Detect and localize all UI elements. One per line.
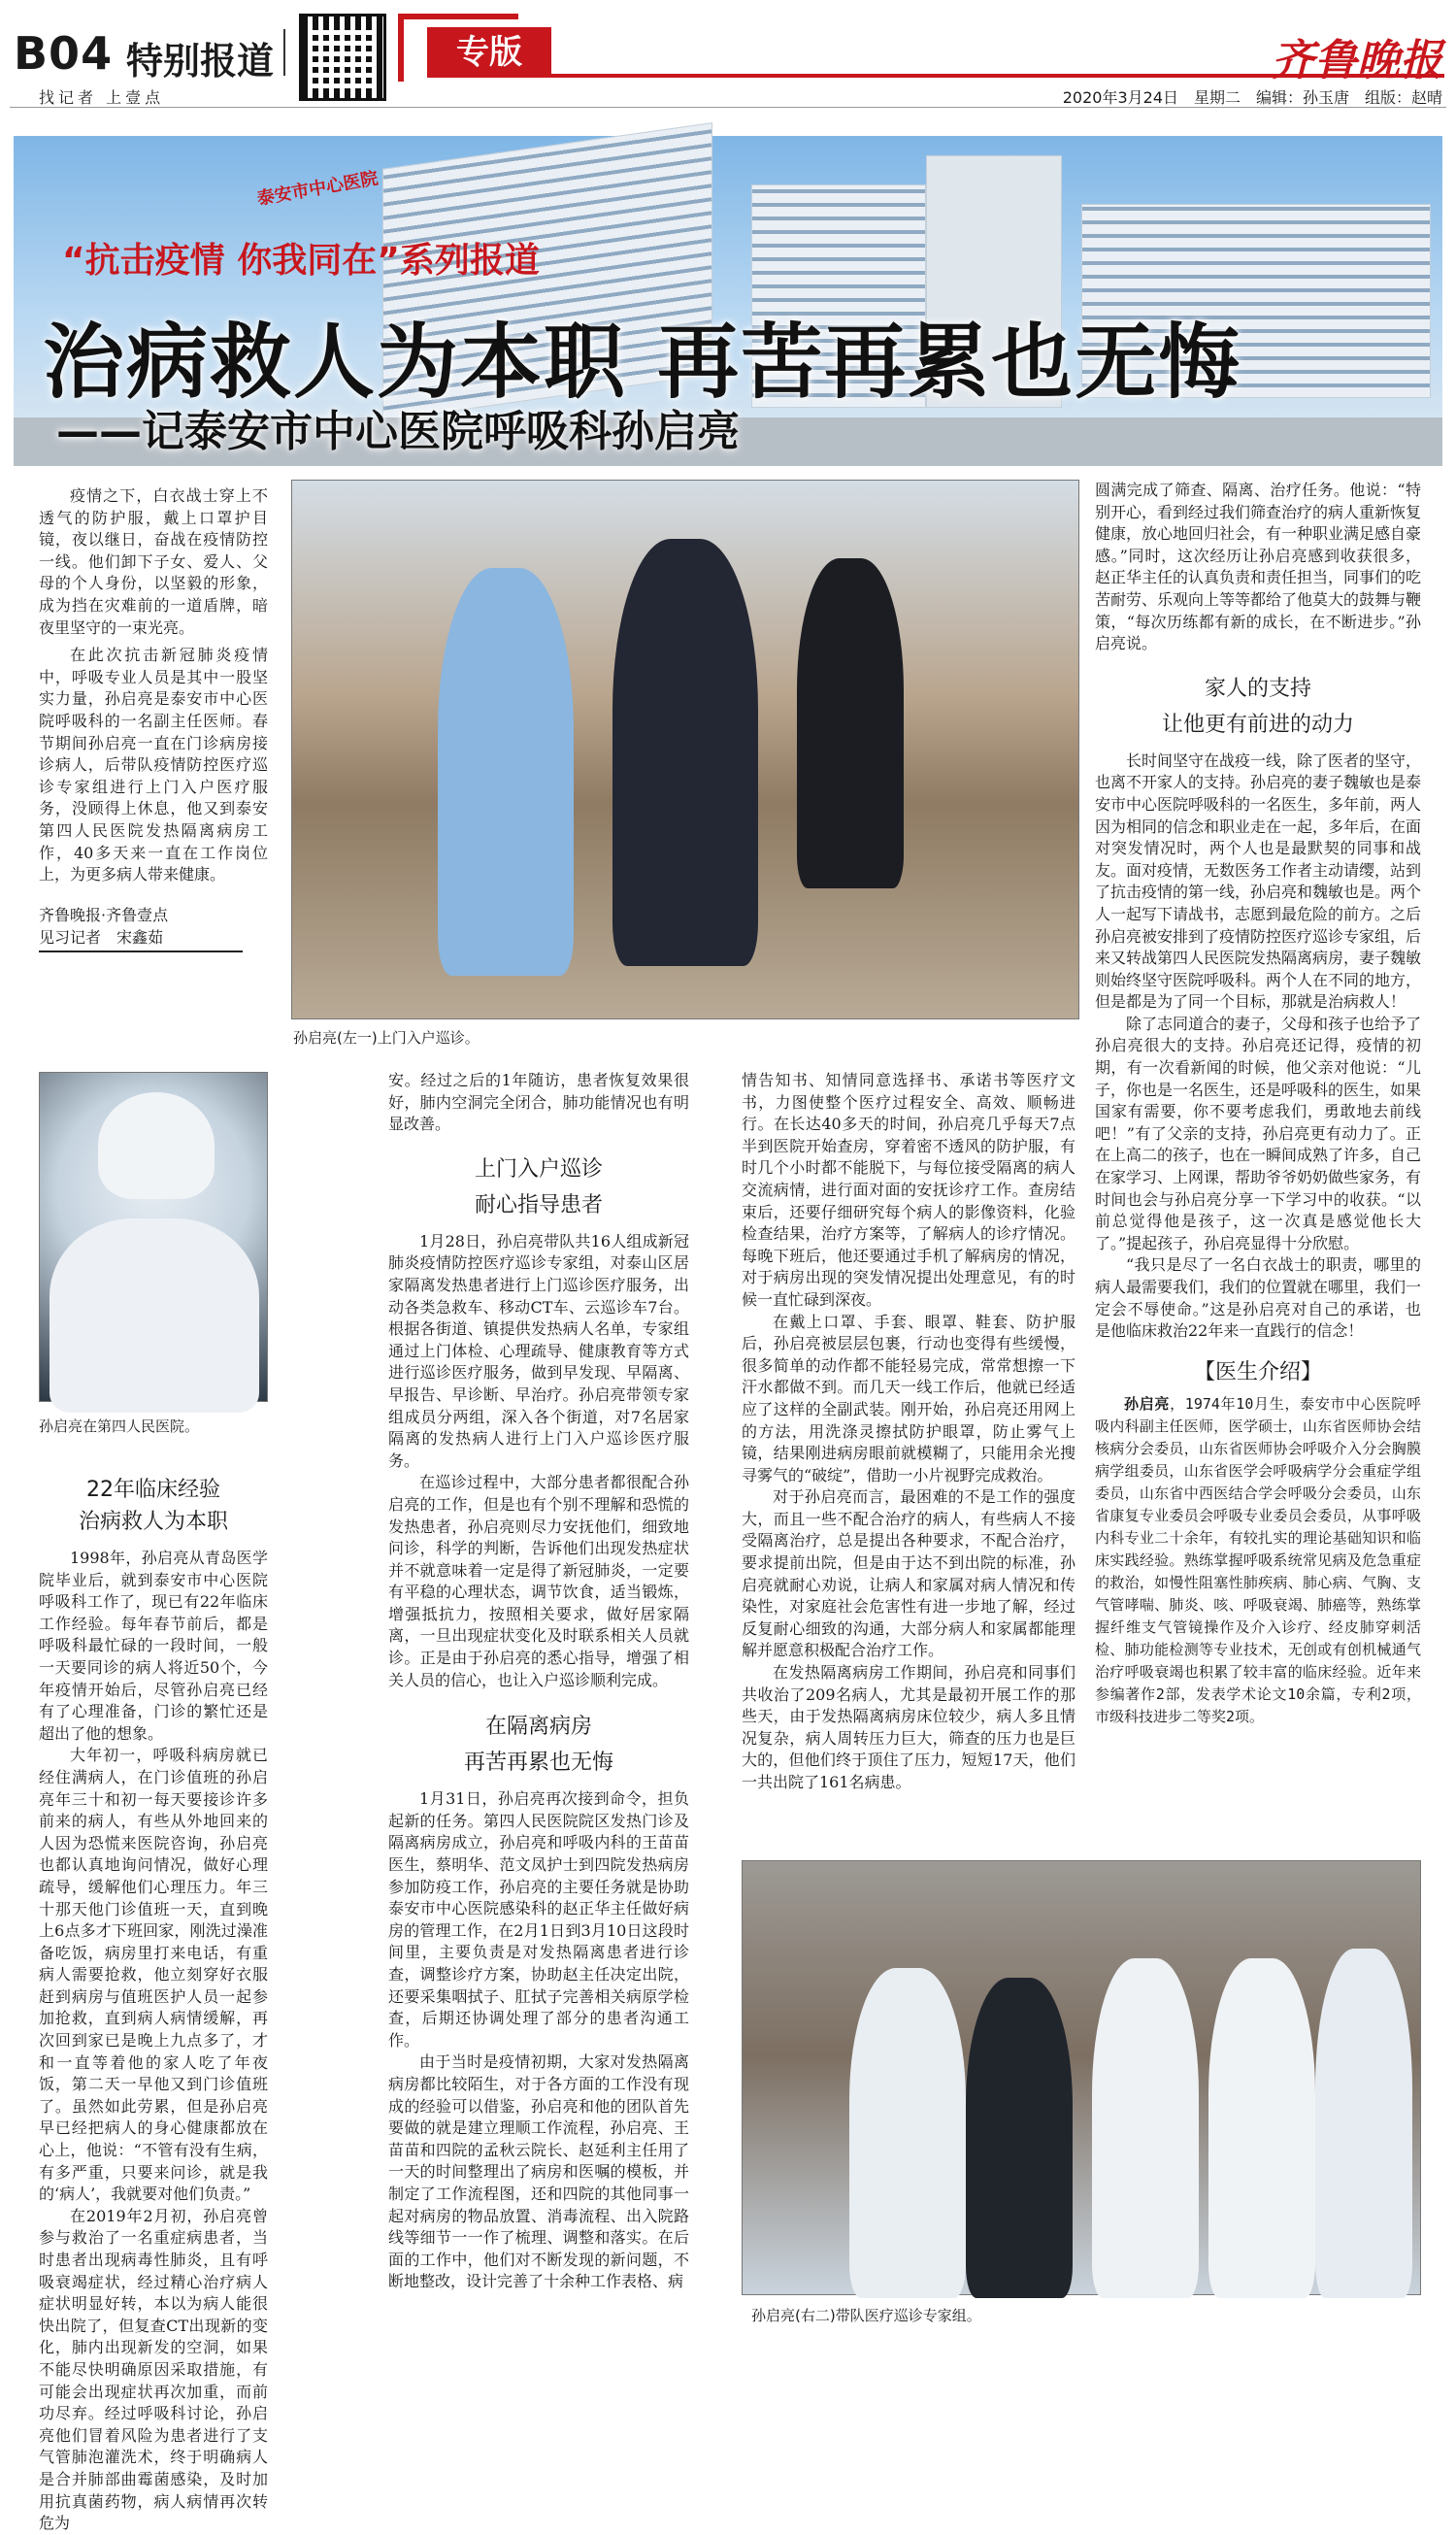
section-b-title-1: 上门入户巡诊 [474, 1156, 603, 1182]
bio-title: 【医生介绍】 [1193, 1359, 1322, 1384]
section-d-para: 除了志同道合的妻子，父母和孩子也给予了孙启亮很大的支持。孙启亮还记得，疫情的初期，有一次看新闻的时候，他父亲对他说：“儿子，你也是一名医生，还是呼吸科的医生，如果国家有需要，你不要考虑我们，勇敢地去前线吧！”有了父亲的支持，孙启亮更有动力了。正在上高二的孩子，也在一瞬间成熟了许多，自己在家学习、上网课，帮助爷爷奶奶做些家务，有时间也会与孙启亮分享一下学习中的收获。“以前总觉得他是孩子，这一次真是感觉他长大了。”提起孩子，孙启亮显得十分欣慰。 [1095, 1014, 1422, 1252]
section-c-para: 由于当时是疫情初期，大家对发热隔离病房都比较陌生，对于各方面的工作没有现成的经验可以借鉴，孙启亮和他的团队首先要做的就是建立理顺工作流程，孙启亮、王苗苗和四院的孟秋云院长、赵延利主任用了一天的时间整理出了病房和医嘱的模板，并制定了工作流程图，还和四院的其他同事一起对病房的物品放置、消毒流程、出入院路线等细节一一作了梳理、调整和落实。在后面的工作中，他们对不断发现的新问题，不断地整改，设计完善了十余种工作表格、病 [388, 2052, 689, 2291]
section-a-para: 在2019年2月初，孙启亮曾参与救治了一名重症病患者，当时患者出现病毒性肺炎，且有呼吸衰竭症状，经过精心治疗病人症状明显好转，本以为病人能很快出院了，但复查CT出现新的变化，肺内出现新发的空洞，如果不能尽快明确原因采取措施，有可能会出现症状再次加重，而前功尽弃。经过呼吸科讨论，孙启亮他们冒着风险为患者进行了支气管肺泡灌洗术，终于明确病人是合并肺部曲霉菌感染，及时加用抗真菌药物，病人病情再次转危为 [39, 2206, 268, 2533]
byline-source: 齐鲁晚报·齐鲁壹点 [39, 905, 169, 924]
banner-photo [14, 136, 1442, 462]
page-number: B04 [14, 27, 114, 80]
series-kicker: “抗击疫情 你我同在”系列报道 [62, 241, 540, 281]
col4-para: 对于孙启亮而言，最困难的不是工作的强度大，而且一些不配合治疗的病人，有些病人不接受隔离治疗，总是提出各种要求，不配合治疗，要求提前出院，但是由于达不到出院的标准，孙启亮就耐心劝说，让病人和家属对病人情况和传染性，对家庭社会危害性有进一步地了解，经过反复耐心细致的沟通，大部分病人和家属都能理解并愿意积极配合治疗工作。 [742, 1487, 1075, 1660]
doctor-figure [1092, 1958, 1199, 2298]
official-figure [966, 1978, 1073, 2298]
photo2-caption: 孙启亮在第四人民医院。 [39, 1418, 200, 1435]
slogan: 找记者 上壹点 [39, 88, 165, 107]
section-c-para: 1月31日，孙启亮再次接到命令，担负起新的任务。第四人民医院院区发热门诊及隔离病房成立，孙启亮和呼吸内科的王苗苗医生，蔡明华、范文凤护士到四院发热病房参加防疫工作，孙启亮的主要任务就是协助泰安市中心医院感染科的赵正华主任做好病房的管理工作，在2月1日到3月10日这段时间里，主要负责是对发热隔离患者进行诊查，调整诊疗方案，协助赵主任决定出院，还要采集咽拭子、肛拭子完善相关病原学检查，后期还协调处理了部分的患者沟通工作。 [388, 1789, 689, 2050]
photo-portrait [39, 1072, 268, 1402]
photo-expert-team [742, 1860, 1421, 2295]
person-dark-jacket [612, 539, 758, 966]
person-protective-suit [438, 568, 574, 976]
doctor-bio [1095, 1393, 1421, 1728]
col5-para: 圆满完成了筛查、隔离、治疗任务。他说：“特别开心，看到经过我们筛查治疗的病人重新恢复健康，放心地回归社会，有一种职业满足感自豪感。”同时，这次经历让孙启亮感到收获很多，赵正华主任的认真负责和责任担当，同事们的吃苦耐劳、乐观向上等等都给了他莫大的鼓舞与鞭策，“每次历练都有新的成长，在不断进步。”孙启亮说。 [1095, 481, 1422, 653]
subheadline: ——记泰安市中心医院呼吸科孙启亮 [56, 407, 740, 456]
intro-column [39, 485, 268, 952]
doctor-figure [1315, 1949, 1412, 2298]
bio-name: 孙启亮 [1124, 1395, 1171, 1414]
section-tag: 专版 [427, 27, 551, 78]
person-black-coat [797, 558, 904, 888]
headline: 治病救人为本职 再苦再累也无悔 [43, 315, 1242, 410]
page-header [0, 0, 1456, 107]
section-b-para: 1月28日，孙启亮带队共16人组成新冠肺炎疫情防控医疗巡诊专家组，对泰山区居家隔离发热患者进行上门巡诊医疗服务，出动各类急救车、移动CT车、云巡诊车7台。根据各街道、镇提供发热病人名单，专家组通过上门体检、心理疏导、健康教育等方式进行巡诊医疗服务，做到早发现、早隔离、早报告、早诊断、早治疗。孙启亮带领专家组成员分两组，深入各个街道，对7名居家隔离的发热病人进行上门入户巡诊医疗服务。 [388, 1231, 689, 1470]
qr-code-icon [299, 14, 386, 101]
section-d-title-1: 家人的支持 [1204, 676, 1311, 701]
section-d-para: 长时间坚守在战疫一线，除了医者的坚守，也离不开家人的支持。孙启亮的妻子魏敏也是泰安市中心医院呼吸科的一名医生，多年前，两人因为相同的信念和职业走在一起，多年后，在面对突发情况时，两个人也是最默契的同事和战友。面对疫情，无数医务工作者主动请缨，站到了抗击疫情的第一线，孙启亮和魏敏也是。两个人一起写下请战书，志愿到最危险的前方。之后孙启亮被安排到了疫情防控医疗巡诊专家组，后来又转战第四人民医院发热隔离病房，妻子魏敏则始终坚守医院呼吸科。两个人在不同的地方，但是都是为了同一个目标，那就是治病救人！ [1095, 750, 1422, 1012]
header-divider-line [10, 107, 1446, 108]
doctor-figure [849, 1968, 966, 2298]
section-a-title-2: 治病救人为本职 [78, 1510, 228, 1534]
intro-para: 在此次抗击新冠肺炎疫情中，呼吸专业人员是其中一股坚实力量，孙启亮是泰安市中心医院呼吸科的一名副主任医师。春节期间孙启亮一直在门诊病房接诊病人，后带队疫情防控医疗巡诊专家组进行上门入户医疗服务，没顾得上休息，他又到泰安第四人民医院发热隔离病房工作，40多天来一直在工作岗位上，为更多病人带来健康。 [39, 646, 268, 884]
header-divider [283, 29, 285, 76]
photo1-caption: 孙启亮(左一)上门入户巡诊。 [293, 1029, 480, 1047]
section-b-title-2: 耐心指导患者 [474, 1192, 603, 1217]
section-b-column [388, 1070, 689, 2293]
bio-text [1095, 1393, 1421, 1728]
photo3-caption: 孙启亮(右二)带队医疗巡诊专家组。 [751, 2307, 981, 2324]
newspaper-logo: 齐鲁晚报 [1272, 36, 1442, 85]
face-shield [98, 1092, 215, 1199]
section-c-title-2: 再苦再累也无悔 [463, 1751, 613, 1776]
col4-para: 在戴上口罩、手套、眼罩、鞋套、防护服后，孙启亮被层层包裹，行动也变得有些缓慢，很多简单的动作都不能轻易完成，常常想擦一下汗水都做不到。而几天一线工作后，他就已经适应了这样的全副武装。刚开始，孙启亮还用网上的方法，用洗涤灵擦拭防护眼罩，防止雾气上镜，结果刚进病房眼前就模糊了，只能用余光搜寻雾气的“破绽”，借助一小片视野完成救治。 [742, 1312, 1075, 1484]
section-d-para: “我只是尽了一名白衣战士的职责，哪里的病人最需要我们，我们的位置就在哪里，我们一定会不辱使命。”这是孙启亮对自己的承诺，也是他临床救治22年来一直践行的信念！ [1095, 1255, 1422, 1341]
section-a-para: 1998年，孙启亮从青岛医学院毕业后，就到泰安市中心医院呼吸科工作了，现已有22年临床工作经验。每年春节前后，都是呼吸科最忙碌的一段时间，一般一天要同诊的病人将近50个，今年疫情开始后，尽管孙启亮已经有了心理准备，门诊的繁忙还是超出了他的想象。 [39, 1549, 268, 1743]
bio-body: ，1974年10月生，泰安市中心医院呼吸内科副主任医师，医学硕士，山东省医师协会结核病分会委员，山东省医师协会呼吸介入分会胸膜病学组委员，山东省医学会呼吸病学分会重症学组委员，山东省中西医结合学会呼吸分会委员，山东省康复专业委员会呼吸专业委员会委员，从事呼吸内科专业二十余年，有较扎实的理论基础知识和临床实践经验。熟练掌握呼吸系统常见病及危急重症的救治，如慢性阻塞性肺疾病、肺心病、气胸、支气管哮喘、肺炎、咳、呼吸衰竭、肺癌等，熟练掌握纤维支气管镜操作及介入诊疗、经皮肺穿刺活检、肺功能检测等专业技术，无创或有创机械通气治疗呼吸衰竭也积累了较丰富的临床经验。近年来参编著作2部，发表学术论文10余篇，专利2项，市级科技进步二等奖2项。 [1095, 1395, 1421, 1726]
section-b-para: 在巡诊过程中，大部分患者都很配合孙启亮的工作，但是也有个别不理解和恐慌的发热患者，孙启亮则尽力安抚他们，细致地问诊，科学的判断，告诉他们出现发热症状并不就意味着一定是得了新冠肺炎，一定要有平稳的心理状态，调节饮食，适当锻炼，增强抵抗力，按照相关要求，做好居家隔离，一旦出现症状变化及时联系相关人员就诊。正是由于孙启亮的悉心指导，增强了相关人员的信心，也让入户巡诊顺利完成。 [388, 1473, 689, 1689]
protective-suit [50, 1218, 259, 1413]
section-c-title-1: 在隔离病房 [484, 1715, 592, 1740]
col3-continued: 安。经过之后的1年随访，患者恢复效果很好，肺内空洞完全闭合，肺功能情况也有明显改善。 [388, 1071, 689, 1134]
section-name: 特别报道 [126, 40, 275, 83]
date-line: 2020年3月24日 星期二 编辑：孙玉唐 组版：赵晴 [1062, 88, 1442, 107]
photo-home-visit [291, 480, 1079, 1019]
building-sign: 泰安市中心医院 [255, 168, 381, 210]
right-column [1095, 480, 1421, 1728]
section-d-title-2: 让他更有前进的动力 [1161, 712, 1354, 737]
byline-rule [39, 951, 243, 952]
col4-para: 在发热隔离病房工作期间，孙启亮和同事们共收治了209名病人，尤其是最初开展工作的那些天，由于发热隔离病房床位较少，病人多且情况复杂，病人周转压力巨大，筛查的压力也是巨大的，但他们终于顶住了压力，短短17天，他们一共出院了161名病患。 [742, 1663, 1075, 1791]
section-a-column [39, 1464, 268, 2535]
section-a-title-1: 22年临床经验 [86, 1478, 220, 1502]
section-a-para: 大年初一，呼吸科病房就已经住满病人，在门诊值班的孙启亮年三十和初一每天要接诊许多前来的病人，有些从外地回来的人因为恐慌来医院咨询，孙启亮也都认真地询问情况，做好心理疏导，缓解他们心理压力。年三十那天他门诊值班一天，直到晚上6点多才下班回家，刚洗过澡准备吃饭，病房里打来电话，有重病人需要抢救，他立刻穿好衣服赶到病房与值班医护人员一起参加抢救，直到病人病情缓解，再次回到家已是晚上九点多了，才和一直等着他的家人吃了年夜饭，第二天一早他又到门诊值班了。虽然如此劳累，但是孙启亮早已经把病人的身心健康都放在心上，他说：“不管有没有生病，有多严重，只要来问诊，就是我的‘病人’，我就要对他们负责。” [39, 1746, 268, 2204]
col4-column [742, 1070, 1075, 1794]
byline-reporter: 见习记者 宋鑫茹 [39, 927, 164, 947]
col4-para: 情告知书、知情同意选择书、承诺书等医疗文书，力图使整个医疗过程安全、高效、顺畅进行。在长达40多天的时间，孙启亮几乎每天7点半到医院开始查房，穿着密不透风的防护服，有时几个小时都不能脱下，与每位接受隔离的病人交流病情，进行面对面的安抚诊疗工作。查房结束后，还要仔细研究每个病人的影像资料，化验检查结果，治疗方案等，了解病人的诊疗情况。每晚下班后，他还要通过手机了解病房的情况，对于病房出现的突发情况提出处理意见，有的时候一直忙碌到深夜。 [742, 1071, 1075, 1309]
doctor-figure [1208, 1958, 1315, 2298]
intro-para: 疫情之下，白衣战士穿上不透气的防护服，戴上口罩护目镜，夜以继日，奋战在疫情防控一线。他们卸下子女、爱人、父母的个人身份，以坚毅的形象，成为挡在灾难前的一道盾牌，暗夜里坚守的一束光亮。 [39, 486, 268, 637]
